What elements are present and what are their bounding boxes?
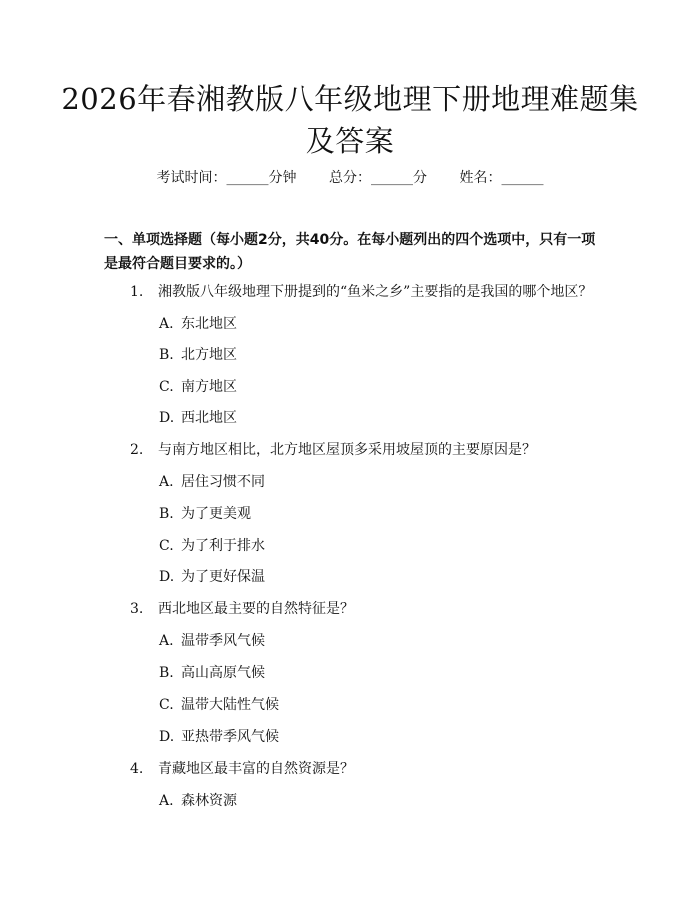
- option-text: 为了更好保温: [181, 569, 265, 585]
- option-text: 北方地区: [181, 347, 237, 363]
- question-4-option-a: [159, 791, 237, 811]
- option-letter: A.: [159, 474, 174, 490]
- exam-time-field: 考试时间：______分钟: [156, 170, 297, 186]
- option-letter: D.: [159, 729, 175, 745]
- question-text: 青藏地区最丰富的自然资源是？: [158, 761, 354, 777]
- question-1-option-b: [159, 345, 237, 365]
- question-3-option-a: [159, 631, 265, 651]
- section-heading-single-choice: [104, 228, 604, 276]
- option-text: 温带季风气候: [181, 633, 265, 649]
- question-3-option-c: [159, 695, 279, 715]
- option-letter: D.: [159, 410, 175, 426]
- name-field: 姓名：______: [459, 170, 544, 186]
- question-4: [130, 759, 354, 779]
- question-1-option-a: [159, 314, 237, 334]
- option-text: 为了利于排水: [181, 538, 265, 554]
- option-letter: B.: [159, 347, 174, 363]
- title-line-1: 2026年春湘教版八年级地理下册地理难题集: [61, 82, 639, 116]
- question-2-option-b: [159, 504, 251, 524]
- question-2-option-c: [159, 536, 265, 556]
- question-2: [130, 440, 536, 460]
- option-text: 东北地区: [181, 316, 237, 332]
- title-line-2: 及答案: [305, 124, 395, 158]
- option-letter: C.: [159, 379, 174, 395]
- question-1-option-d: [159, 408, 237, 428]
- question-3: [130, 599, 354, 619]
- question-2-option-a: [159, 472, 265, 492]
- option-text: 西北地区: [181, 410, 237, 426]
- option-text: 森林资源: [181, 793, 237, 809]
- option-letter: B.: [159, 506, 174, 522]
- question-number: 2.: [130, 442, 144, 458]
- question-number: 3.: [130, 601, 144, 617]
- option-letter: C.: [159, 697, 174, 713]
- document-title: [60, 78, 640, 162]
- option-text: 为了更美观: [181, 506, 251, 522]
- option-letter: C.: [159, 538, 174, 554]
- option-text: 高山高原气候: [181, 665, 265, 681]
- question-1-option-c: [159, 377, 237, 397]
- option-letter: A.: [159, 316, 174, 332]
- option-letter: D.: [159, 569, 175, 585]
- question-3-option-b: [159, 663, 265, 683]
- question-3-option-d: [159, 727, 279, 747]
- option-text: 南方地区: [181, 379, 237, 395]
- option-text: 亚热带季风气候: [181, 729, 279, 745]
- question-text: 湘教版八年级地理下册提到的“鱼米之乡”主要指的是我国的哪个地区？: [158, 284, 593, 300]
- option-text: 温带大陆性气候: [181, 697, 279, 713]
- question-text: 西北地区最主要的自然特征是？: [158, 601, 354, 617]
- question-text: 与南方地区相比，北方地区屋顶多采用坡屋顶的主要原因是？: [158, 442, 536, 458]
- section-heading-line-2: 是最符合题目要求的。）: [104, 256, 251, 272]
- option-letter: A.: [159, 633, 174, 649]
- section-heading-line-1: 一、单项选择题（每小题2分，共40分。在每小题列出的四个选项中，只有一项: [104, 232, 596, 248]
- option-text: 居住习惯不同: [181, 474, 265, 490]
- option-letter: B.: [159, 665, 174, 681]
- question-1: [130, 282, 592, 302]
- question-number: 4.: [130, 761, 144, 777]
- question-number: 1.: [130, 284, 144, 300]
- question-2-option-d: [159, 567, 265, 587]
- option-letter: A.: [159, 793, 174, 809]
- total-score-field: 总分：______分: [329, 170, 427, 186]
- exam-info-bar: [0, 168, 700, 188]
